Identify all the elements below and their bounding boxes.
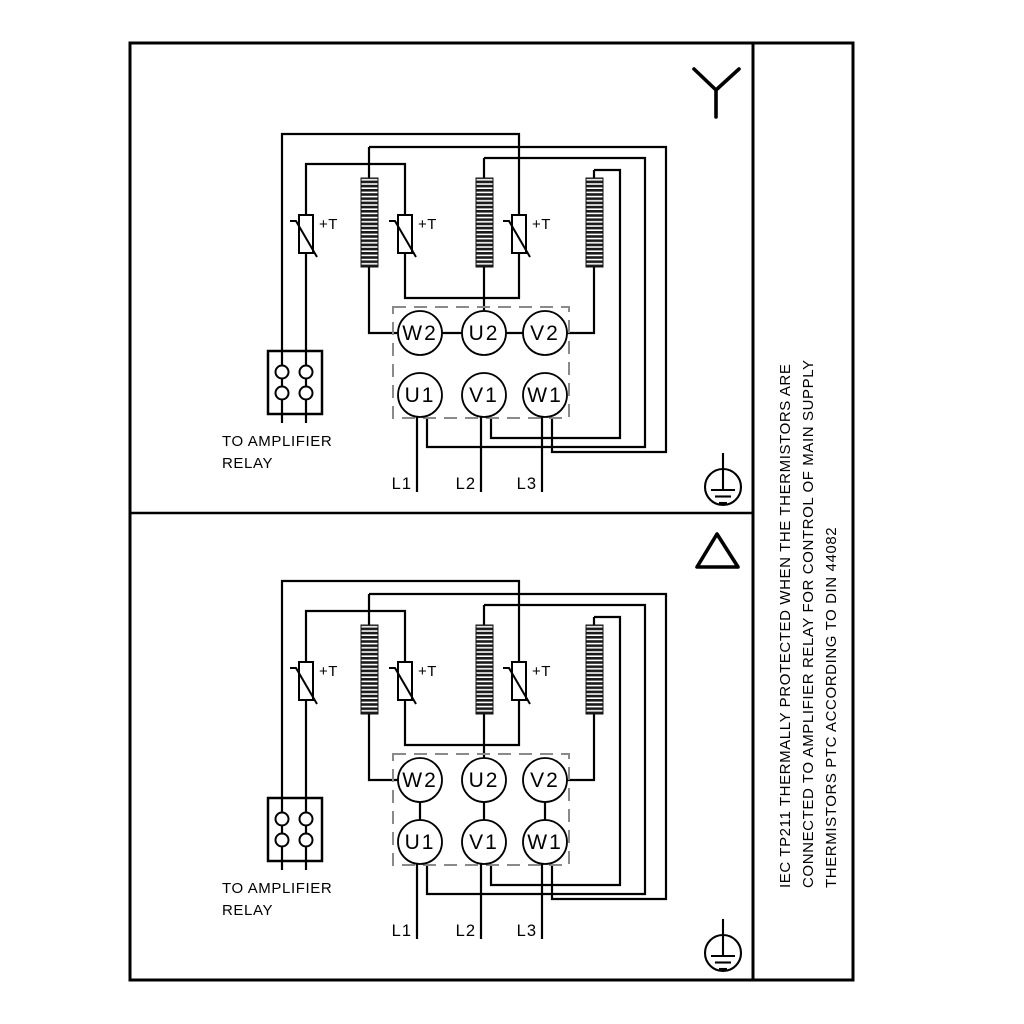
ground-icon bbox=[705, 919, 741, 971]
note-line-3: THERMISTORS PTC ACCORDING TO DIN 44082 bbox=[823, 526, 840, 888]
amplifier-relay-note-line2: RELAY bbox=[222, 455, 274, 472]
thermistor-2 bbox=[389, 215, 437, 257]
relay-hole-3 bbox=[276, 387, 289, 400]
motor-wiring-subdiagram-delta bbox=[222, 581, 666, 940]
supply-label-L2: L2 bbox=[455, 475, 476, 493]
relay-hole-4 bbox=[300, 387, 313, 400]
terminal-U2 bbox=[462, 311, 506, 355]
wire-thermistor1-to-thermistor2 bbox=[306, 164, 405, 215]
terminal-U2-label: U2 bbox=[468, 322, 500, 345]
terminal-V2-label: V2 bbox=[530, 322, 560, 345]
delta-icon bbox=[697, 534, 738, 567]
amplifier-relay-note-line1: TO AMPLIFIER bbox=[222, 433, 333, 450]
thermistor-1-label: +T bbox=[319, 216, 338, 233]
note-column bbox=[777, 359, 840, 888]
terminal-U1 bbox=[398, 373, 442, 417]
note-line-2: CONNECTED TO AMPLIFIER RELAY FOR CONTROL OF MAIN SUPPLY bbox=[800, 359, 817, 888]
thermistor-1 bbox=[290, 215, 338, 257]
terminal-W1 bbox=[523, 373, 567, 417]
relay-hole-1 bbox=[276, 366, 289, 379]
relay-connector-box bbox=[268, 351, 322, 414]
note-line-1: IEC TP211 THERMALLY PROTECTED WHEN THE THERMISTORS ARE bbox=[777, 363, 794, 888]
thermistor-2-label: +T bbox=[418, 216, 437, 233]
terminal-W2 bbox=[398, 311, 442, 355]
terminal-U1-label: U1 bbox=[404, 384, 436, 407]
ground-icon bbox=[705, 453, 741, 505]
motor-winding-coil-3 bbox=[586, 178, 603, 267]
terminal-W1-label: W1 bbox=[527, 384, 563, 407]
terminal-V2 bbox=[523, 311, 567, 355]
relay-hole-2 bbox=[300, 366, 313, 379]
terminal-V1 bbox=[462, 373, 506, 417]
supply-label-L3: L3 bbox=[516, 475, 537, 493]
thermistor-3-label: +T bbox=[532, 216, 551, 233]
thermistor-3 bbox=[503, 215, 551, 257]
wire-thermistor2-to-thermistor3 bbox=[405, 253, 519, 298]
star-icon bbox=[694, 69, 739, 117]
motor-wiring-subdiagram bbox=[222, 134, 666, 493]
terminal-W2-label: W2 bbox=[402, 322, 438, 345]
terminal-V1-label: V1 bbox=[469, 384, 499, 407]
motor-winding-coil-2 bbox=[476, 178, 493, 267]
supply-label-L1: L1 bbox=[391, 475, 412, 493]
amplifier-relay-connector bbox=[268, 351, 322, 414]
motor-winding-coil-1 bbox=[361, 178, 378, 267]
delta-bridge-links bbox=[420, 802, 545, 820]
panel-delta bbox=[222, 534, 741, 971]
